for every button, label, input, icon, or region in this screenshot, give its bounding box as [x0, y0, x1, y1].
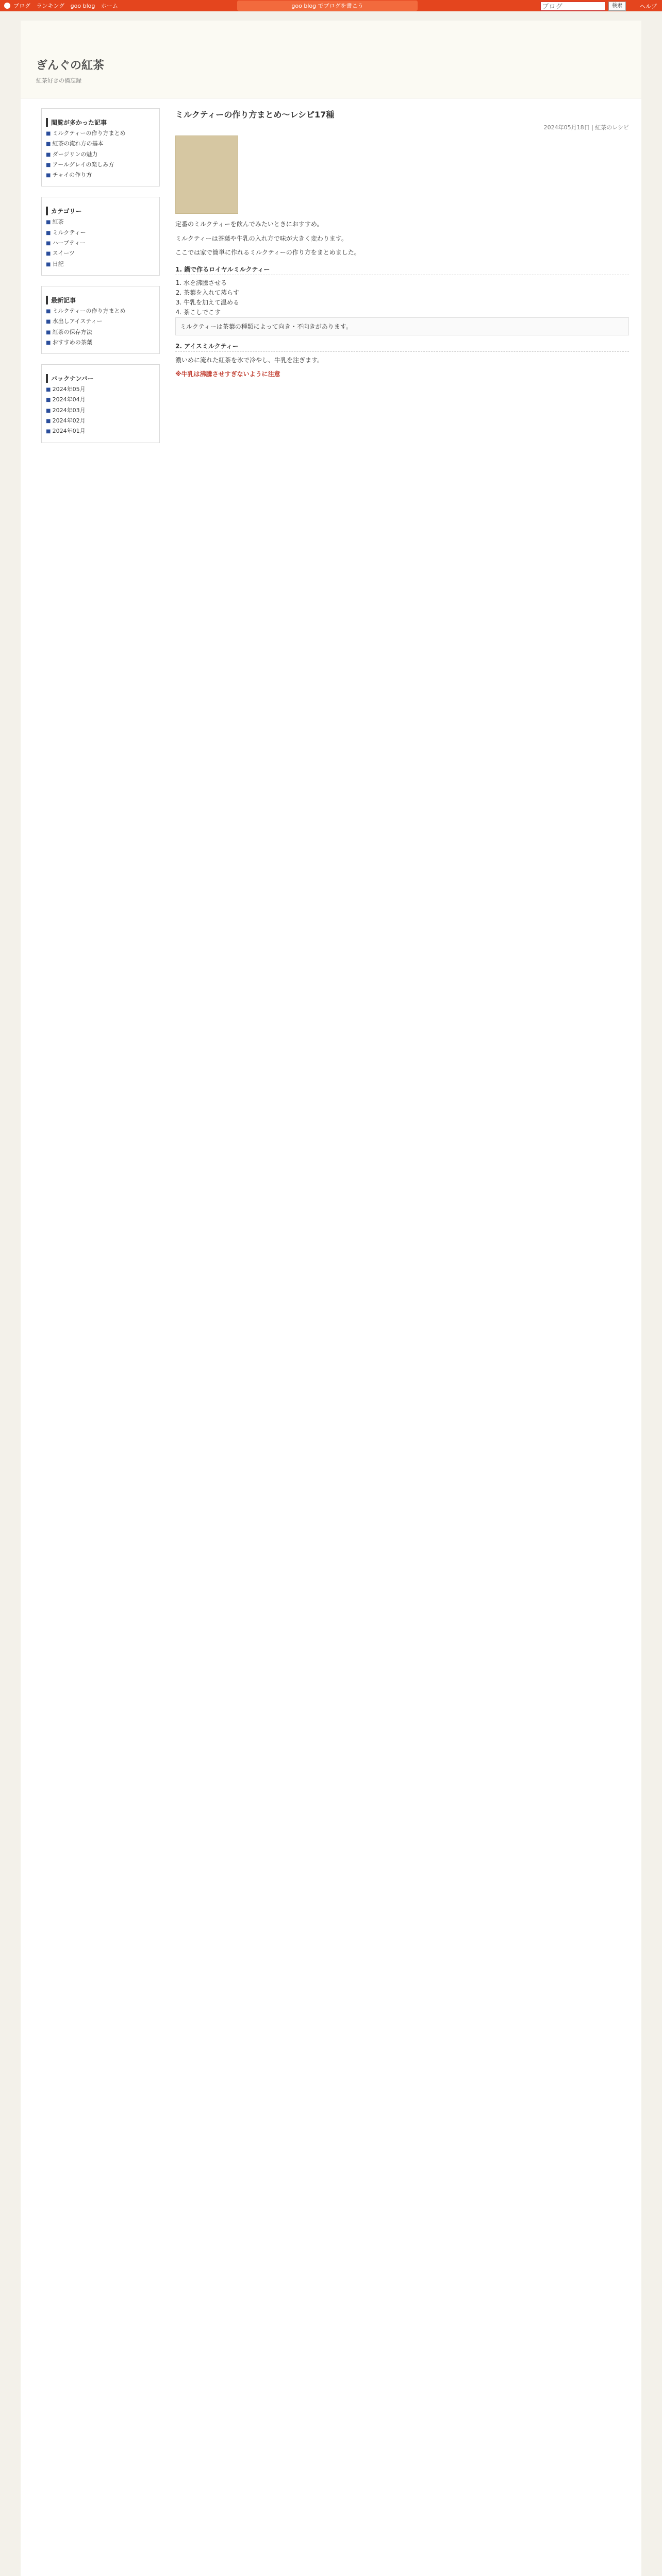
- top-nav-item[interactable]: ランキング: [36, 3, 65, 9]
- sidebar-link[interactable]: ■ チャイの作り方: [46, 172, 155, 179]
- sidebar-section: [41, 364, 160, 443]
- sidebar-link[interactable]: ■ 2024年05月: [46, 386, 155, 393]
- top-nav-item[interactable]: ブログ: [13, 3, 30, 9]
- sidebar-section-title: 閲覧が多かった記事: [46, 118, 155, 127]
- sidebar-link[interactable]: ■ 紅茶の淹れ方の基本: [46, 140, 155, 147]
- post-intro: 定番のミルクティーを飲んでみたいときにおすすめ。: [175, 221, 323, 228]
- section-heading: 1. 鍋で作るロイヤルミルクティー: [175, 265, 629, 275]
- sidebar-link[interactable]: ■ スイーツ: [46, 250, 155, 257]
- notice-box: ミルクティーは茶葉の種類によって向き・不向きがあります。: [175, 317, 629, 335]
- sidebar-link[interactable]: ■ ハーブティー: [46, 240, 155, 247]
- sidebar-link[interactable]: ■ おすすめの茶葉: [46, 339, 155, 346]
- sidebar: [41, 108, 160, 453]
- sidebar-section-title: カテゴリー: [46, 207, 155, 215]
- help-link[interactable]: ヘルプ: [640, 3, 657, 10]
- topbar: [0, 0, 662, 11]
- warning-note: ※牛乳は沸騰させすぎないように注意: [175, 370, 280, 378]
- sidebar-link[interactable]: ■ ダージリンの魅力: [46, 151, 155, 158]
- step-list: [175, 278, 629, 316]
- post-paragraph: ここでは家で簡単に作れるミルクティーの作り方をまとめました。: [175, 249, 360, 257]
- sidebar-link[interactable]: ■ 2024年03月: [46, 407, 155, 414]
- sidebar-link[interactable]: ■ ミルクティーの作り方まとめ: [46, 308, 155, 315]
- step-item: 3. 牛乳を加えて温める: [184, 298, 629, 307]
- sidebar-link[interactable]: ■ 2024年01月: [46, 428, 155, 435]
- page-container: [21, 21, 641, 2576]
- step-item: 4. 茶こしでこす: [184, 308, 629, 316]
- search-input[interactable]: [540, 2, 605, 11]
- sidebar-link[interactable]: ■ 2024年04月: [46, 396, 155, 403]
- top-nav-item[interactable]: ホーム: [101, 3, 118, 9]
- sidebar-link[interactable]: ■ 紅茶の保存方法: [46, 329, 155, 336]
- main-content: [175, 108, 629, 383]
- post-title[interactable]: ミルクティーの作り方まとめ〜レシピ17種: [175, 110, 335, 120]
- top-banner[interactable]: goo blog でブログを書こう: [237, 1, 418, 11]
- post-meta: 2024年05月18日 | 紅茶のレシピ: [543, 124, 629, 131]
- sidebar-link[interactable]: ■ ミルクティーの作り方まとめ: [46, 130, 155, 137]
- sidebar-section-title: 最新記事: [46, 296, 155, 304]
- hero-image: [175, 135, 238, 214]
- sidebar-link[interactable]: ■ 2024年02月: [46, 417, 155, 425]
- step-item: 1. 水を沸騰させる: [184, 278, 629, 287]
- top-nav: [13, 2, 122, 10]
- post-paragraph: ミルクティーは茶葉や牛乳の入れ方で味が大きく変わります。: [175, 234, 347, 242]
- section-heading: 2. アイスミルクティー: [175, 342, 629, 352]
- sidebar-section-title: バックナンバー: [46, 374, 155, 383]
- sidebar-link[interactable]: ■ 紅茶: [46, 218, 155, 226]
- blog-title[interactable]: ぎんぐの紅茶: [36, 59, 105, 72]
- goo-logo-icon[interactable]: [4, 3, 10, 9]
- sidebar-section: [41, 286, 160, 354]
- post-paragraph: 濃いめに淹れた紅茶を氷で冷やし、牛乳を注ぎます。: [175, 356, 324, 364]
- blog-subtitle: 紅茶好きの備忘録: [36, 77, 81, 84]
- step-item: 2. 茶葉を入れて蒸らす: [184, 288, 629, 297]
- sidebar-link[interactable]: ■ 水出しアイスティー: [46, 318, 155, 325]
- sidebar-link[interactable]: ■ 日記: [46, 261, 155, 268]
- sidebar-link[interactable]: ■ ミルクティー: [46, 229, 155, 236]
- sidebar-section: [41, 108, 160, 187]
- sidebar-section: [41, 197, 160, 275]
- top-nav-item[interactable]: goo blog: [70, 3, 95, 9]
- search-button[interactable]: 検索: [608, 2, 626, 11]
- blog-header: [21, 21, 641, 98]
- sidebar-link[interactable]: ■ アールグレイの楽しみ方: [46, 161, 155, 168]
